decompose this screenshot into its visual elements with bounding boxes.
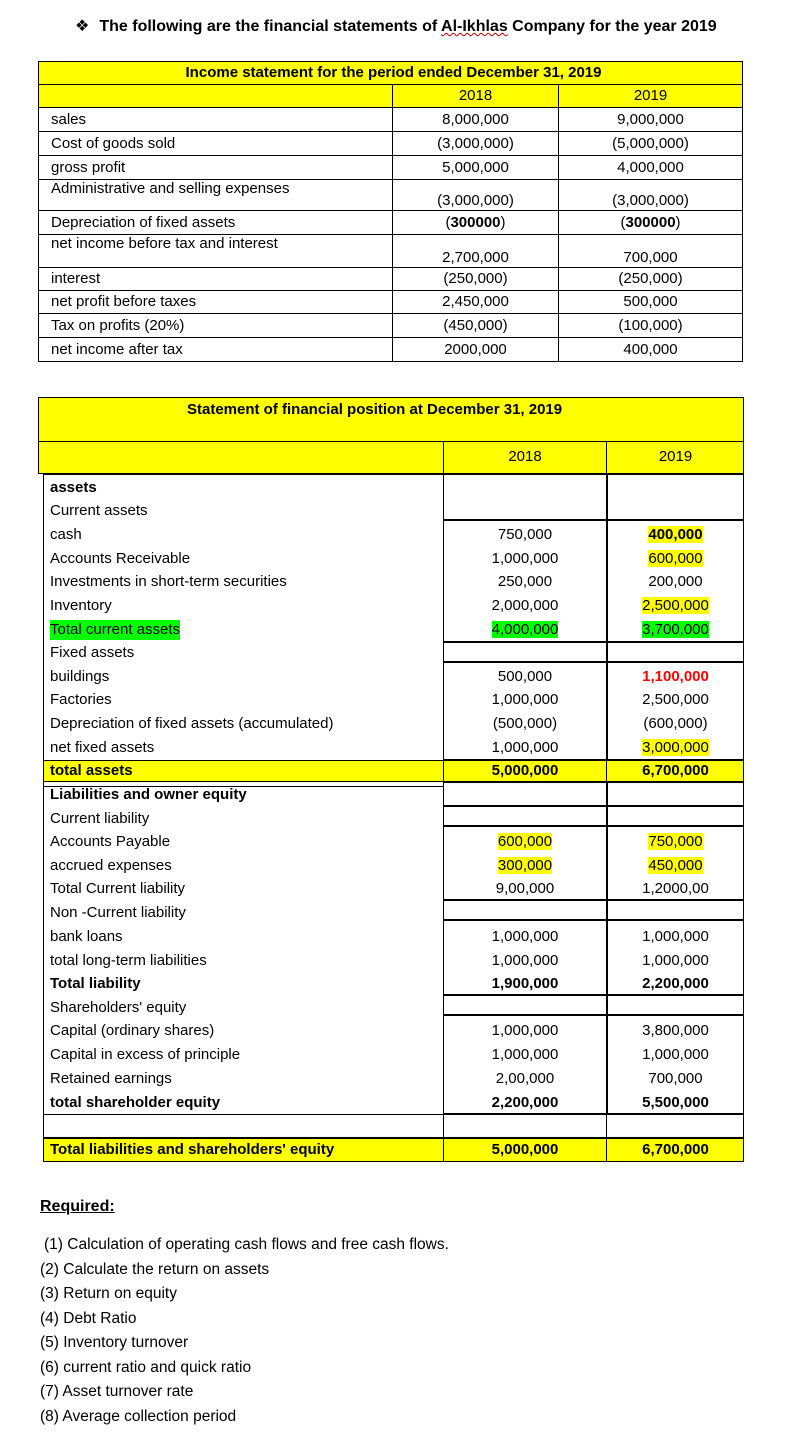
label-investments: Investments in short-term securities (50, 573, 287, 590)
value-2018-accounts-payable: 600,000 (497, 833, 553, 850)
value-2018-capital-ordinary: 1,000,000 (491, 1022, 559, 1039)
label-liab-equity: Liabilities and owner equity (50, 786, 247, 803)
value-2018-total-current-assets: 4,000,000 (491, 621, 559, 638)
income-row-label: net profit before taxes (39, 291, 393, 314)
label-capital-ordinary: Capital (ordinary shares) (50, 1022, 215, 1039)
value-2019-factories: 2,500,000 (642, 691, 709, 708)
required-item: (5) Inventory turnover (40, 1334, 189, 1351)
income-value-2019: (100,000) (559, 314, 743, 338)
value-2019-capital-excess: 1,000,000 (642, 1046, 709, 1063)
label-buildings: buildings (50, 668, 110, 685)
value-2018-cash: 750,000 (497, 526, 553, 543)
income-year-2018: 2018 (393, 85, 559, 108)
required-item: (8) Average collection period (40, 1408, 237, 1425)
income-value-2019: 500,000 (559, 291, 743, 314)
label-shareholders-equity: Shareholders' equity (50, 999, 187, 1016)
income-value-2018: 8,000,000 (393, 108, 559, 132)
required-item: (1) Calculation of operating cash flows and free cash flows. (44, 1236, 449, 1253)
income-value-2019: 400,000 (559, 338, 743, 362)
value-2019-accrued-expenses: 450,000 (648, 857, 703, 874)
income-row-label: interest (39, 268, 393, 291)
value-2019-inventory: 2,500,000 (642, 597, 709, 614)
income-value-2019: 700,000 (559, 235, 743, 268)
income-value-2018: (300000) (393, 211, 559, 235)
income-value-2018: 2,700,000 (393, 235, 559, 268)
income-value-2019: (300000) (559, 211, 743, 235)
value-2019-depreciation: (600,000) (643, 715, 708, 732)
value-2018-inventory: 2,000,000 (491, 597, 559, 614)
income-value-2019: (250,000) (559, 268, 743, 291)
value-2019-retained-earnings: 700,000 (648, 1070, 703, 1087)
value-2018-depreciation: (500,000) (492, 715, 558, 732)
income-row-label: Tax on profits (20%) (39, 314, 393, 338)
required-item: (2) Calculate the return on assets (40, 1261, 270, 1278)
balance-year-2018: 2018 (508, 448, 542, 465)
required-heading: Required: (40, 1198, 115, 1215)
income-value-2019: 4,000,000 (559, 156, 743, 180)
value-2018-accounts-receivable: 1,000,000 (491, 550, 559, 567)
income-value-2018: 5,000,000 (393, 156, 559, 180)
income-value-2018: 2,450,000 (393, 291, 559, 314)
label-current-liability: Current liability (50, 810, 150, 827)
label-assets: assets (50, 479, 97, 496)
label-total-current-assets: Total current assets (50, 621, 181, 638)
income-value-2018: (3,000,000) (393, 180, 559, 211)
value-2018-accrued-expenses: 300,000 (497, 857, 553, 874)
value-2018-total-shareholder-equity: 2,200,000 (491, 1094, 559, 1111)
value-2018-total-liability: 1,900,000 (491, 975, 559, 992)
value-2018-total-long-term: 1,000,000 (491, 952, 559, 969)
income-row-label: sales (39, 108, 393, 132)
income-row-label: Depreciation of fixed assets (39, 211, 393, 235)
company-name: Al-Ikhlas (441, 18, 508, 35)
label-accounts-payable: Accounts Payable (50, 833, 171, 850)
label-net-fixed-assets: net fixed assets (50, 739, 155, 756)
required-item: (3) Return on equity (40, 1285, 177, 1302)
income-value-2018: (250,000) (393, 268, 559, 291)
value-2018-total-assets: 5,000,000 (491, 762, 559, 779)
label-total-current-liability: Total Current liability (50, 880, 186, 897)
label-depreciation: Depreciation of fixed assets (accumulated) (50, 715, 334, 732)
label-total-shareholder-equity: total shareholder equity (50, 1094, 221, 1111)
value-2019-investments: 200,000 (648, 573, 703, 590)
value-2019-total-liability: 2,200,000 (642, 975, 709, 992)
label-accrued-expenses: accrued expenses (50, 857, 172, 874)
balance-sheet-heading: Statement of financial position at December 31, 2019 (187, 401, 563, 418)
value-2018-retained-earnings: 2,00,000 (495, 1070, 555, 1087)
value-2019-total-current-liability: 1,2000,00 (642, 880, 709, 897)
label-fixed-assets: Fixed assets (50, 644, 135, 661)
value-2019-total-assets: 6,700,000 (642, 762, 709, 779)
income-value-2018: (450,000) (393, 314, 559, 338)
label-cash: cash (50, 526, 82, 543)
income-row-label: Administrative and selling expenses (39, 180, 393, 211)
income-statement-table (38, 61, 743, 362)
income-value-2018: 2000,000 (393, 338, 559, 362)
income-value-2019: 9,000,000 (559, 108, 743, 132)
label-total-assets: total assets (50, 762, 133, 779)
value-2019-buildings: 1,100,000 (642, 668, 709, 685)
income-value-2019: (3,000,000) (559, 180, 743, 211)
label-capital-excess: Capital in excess of principle (50, 1046, 241, 1063)
value-2018-capital-excess: 1,000,000 (491, 1046, 559, 1063)
label-inventory: Inventory (50, 597, 112, 614)
value-2019-accounts-payable: 750,000 (648, 833, 703, 850)
label-total-liab-equity: Total liabilities and shareholders' equity (50, 1141, 335, 1158)
value-2019-net-fixed-assets: 3,000,000 (642, 739, 709, 756)
income-value-2019: (5,000,000) (559, 132, 743, 156)
value-2018-bank-loans: 1,000,000 (491, 928, 559, 945)
label-non-current-liability: Non -Current liability (50, 904, 186, 921)
income-row-label: gross profit (39, 156, 393, 180)
value-2019-cash: 400,000 (648, 526, 703, 543)
bullet-icon: ❖ (75, 18, 90, 35)
label-accounts-receivable: Accounts Receivable (50, 550, 191, 567)
income-row-label: Cost of goods sold (39, 132, 393, 156)
value-2018-net-fixed-assets: 1,000,000 (491, 739, 559, 756)
value-2018-factories: 1,000,000 (491, 691, 559, 708)
value-2019-capital-ordinary: 3,800,000 (642, 1022, 709, 1039)
value-2018-total-liab-equity: 5,000,000 (491, 1141, 559, 1158)
income-value-2018: (3,000,000) (393, 132, 559, 156)
value-2019-total-liab-equity: 6,700,000 (642, 1141, 709, 1158)
balance-year-2019: 2019 (658, 448, 693, 465)
income-row-label: net income after tax (39, 338, 393, 362)
label-factories: Factories (50, 691, 112, 708)
value-2019-bank-loans: 1,000,000 (642, 928, 709, 945)
label-bank-loans: bank loans (50, 928, 123, 945)
required-item: (6) current ratio and quick ratio (40, 1359, 252, 1376)
income-statement-heading: Income statement for the period ended December 31, 2019 (39, 62, 743, 85)
income-row-label: net income before tax and interest (39, 235, 393, 268)
label-retained-earnings: Retained earnings (50, 1070, 172, 1087)
label-total-long-term: total long-term liabilities (50, 952, 207, 969)
required-item: (7) Asset turnover rate (40, 1383, 194, 1400)
label-current-assets: Current assets (50, 502, 148, 519)
value-2018-investments: 250,000 (497, 573, 553, 590)
label-total-liability: Total liability (50, 975, 141, 992)
value-2018-total-current-liability: 9,00,000 (495, 880, 555, 897)
income-year-2019: 2019 (559, 85, 743, 108)
required-item: (4) Debt Ratio (40, 1310, 137, 1327)
value-2018-buildings: 500,000 (497, 668, 553, 685)
page-title: ❖ The following are the financial statements of Al-Ikhlas Company for the year 2019 (75, 18, 717, 35)
value-2019-total-long-term: 1,000,000 (642, 952, 709, 969)
value-2019-accounts-receivable: 600,000 (648, 550, 703, 567)
value-2019-total-shareholder-equity: 5,500,000 (642, 1094, 709, 1111)
value-2019-total-current-assets: 3,700,000 (642, 621, 709, 638)
